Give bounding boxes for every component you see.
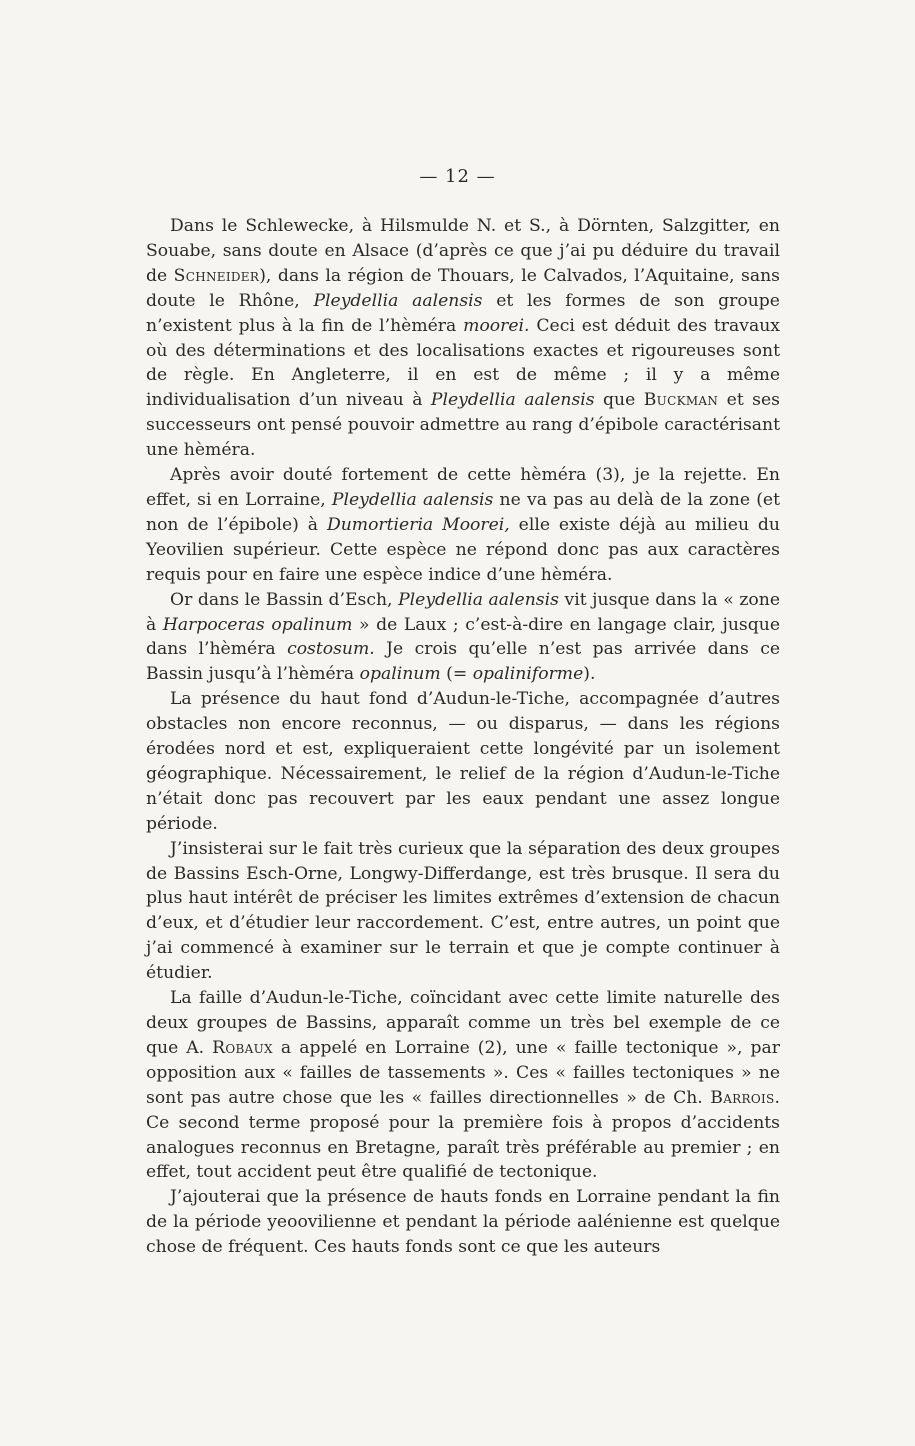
author-name: Barrois [710, 1087, 775, 1108]
text-run: que [594, 390, 644, 411]
text-run: Ceci est déduit des travaux où des déterminations et des localisations exactes et rigoureuses sont de règle. En Angleterre, il en est de même ; il y a même individualisation d’un niveau à [146, 315, 780, 411]
text-run: ), dans la région de Thouars, le Calvados, l’Aquitaine, sans doute le Rhône, [146, 265, 780, 311]
paragraph [146, 687, 780, 836]
text-run: Je crois qu’elle n’est pas arrivée dans ce Bassin jusqu’à l’hèméra [146, 639, 780, 685]
paragraph [146, 463, 780, 588]
paragraph [146, 1185, 780, 1260]
italic-term: Pleydellia aalensis [430, 390, 595, 411]
italic-term: opaliniforme [472, 664, 584, 685]
text-run: elle existe déjà au milieu du Yeovilien supérieur. Cette espèce ne répond donc pas aux caractères requis pour en faire une espèce indice d’une hèméra. [146, 514, 781, 585]
text-run: Or dans le Bassin d’Esch, [170, 589, 399, 610]
text-run: a appelé en Lorraine (2), une « faille tectonique », par opposition aux « failles de tassements ». Ces « failles tectoniques » ne sont pas autre chose que les « failles directionnelles » de Ch. [146, 1037, 781, 1108]
italic-term: Pleydellia aalensis [331, 489, 494, 510]
italic-term: costosum. [287, 639, 375, 660]
italic-term: Pleydellia aalensis [398, 589, 559, 610]
text-run: vit jusque dans la « zone à [146, 589, 780, 635]
italic-term: Pleydellia aalensis [313, 290, 483, 311]
author-name: Buckman [643, 390, 719, 411]
text-run: » de Laux ; c’est-à-dire en langage clair, jusque dans l’hèméra [146, 614, 780, 660]
author-name: Schneider [173, 265, 260, 286]
text-run: Après avoir douté fortement de cette hèméra (3), je la rejette. En effet, si en Lorraine, [146, 465, 780, 510]
paragraph [146, 837, 780, 986]
author-name: Robaux [212, 1037, 273, 1058]
text-run: et les formes de son groupe n’existent plus à la fin de l’hèméra [146, 290, 780, 336]
italic-term: moorei. [463, 315, 530, 336]
paragraph [146, 986, 780, 1185]
text-run: Dans le Schlewecke, à Hilsmulde N. et S., à Dörnten, Salzgitter, en Souabe, sans doute en Alsace (d’après ce que j’ai pu déduire du travail de [146, 216, 780, 286]
text-run: ne va pas au delà de la zone (et non de l’épibole) à [146, 489, 780, 535]
text-run: ). [583, 664, 596, 685]
text-run: J’ajouterai que la présence de hauts fonds en Lorraine pendant la fin de la période yeoovilienne et pendant la période aalénienne est quelque chose de fréquent. Ces hauts fonds sont ce que les auteurs [146, 1187, 780, 1258]
text-run: J’insisterai sur le fait très curieux que la séparation des deux groupes de Bassins Esch-Orne, Longwy-Differdange, est très brusque. Il sera du plus haut intérêt de préciser les limites extrêmes d’extension de chacun d’eux, et d’étudier leur raccordement. C’est, entre autres, un point que j’ai commencé à examiner sur le terrain et que je compte continuer à étudier. [146, 838, 780, 984]
text-run: La faille d’Audun-le-Tiche, coïncidant avec cette limite naturelle des deux groupes de Bassins, apparaît comme un très bel exemple de ce que A. [146, 988, 780, 1058]
italic-term: Harpoceras opalinum [162, 614, 353, 635]
paragraph [146, 214, 780, 463]
italic-term: opalinum [359, 664, 441, 685]
italic-term: Dumortieria Moorei, [326, 514, 510, 535]
text-run: La présence du haut fond d’Audun-le-Tiche, accompagnée d’autres obstacles non encore reconnus, — ou disparus, — dans les régions érodées nord et est, expliqueraient cette longévité par un isolement géographique. Nécessairement, le relief de la région d’Audun-le-Tiche n’était donc pas recouvert par les eaux pendant une assez longue période. [146, 689, 780, 834]
page-number: — 12 — [419, 166, 496, 187]
paragraph [146, 588, 780, 688]
body-text [146, 214, 780, 1260]
text-run: et ses successeurs ont pensé pouvoir admettre au rang d’épibole caractérisant une hèméra. [146, 390, 780, 461]
text-run: (= [440, 664, 473, 685]
text-run: . Ce second terme proposé pour la première fois à propos d’accidents analogues reconnus en Bretagne, paraît très préférable au premier ; en effet, tout accident peut être qualifié de tectonique. [146, 1087, 780, 1183]
